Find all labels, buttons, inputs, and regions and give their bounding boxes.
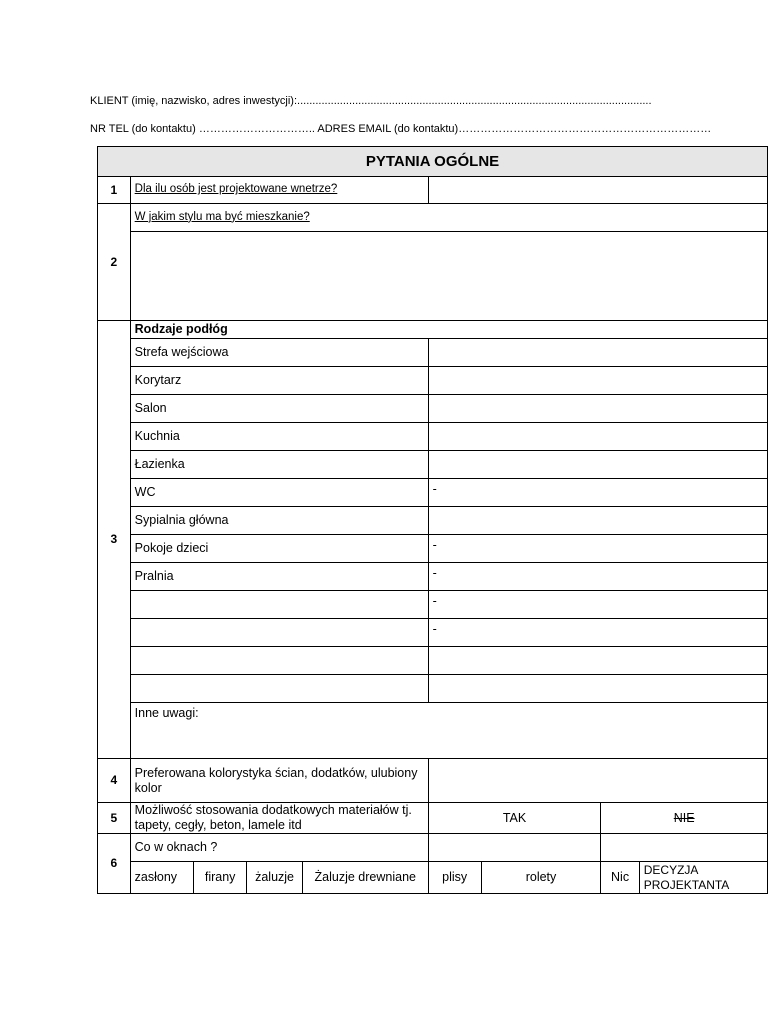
floor-row-value[interactable]: - <box>428 619 767 647</box>
floor-row-label: Sypialnia główna <box>130 507 428 535</box>
q5-question: Możliwość stosowania dodatkowych materiałów tj. tapety, cegły, beton, lamele itd <box>130 803 428 834</box>
floor-row-label: WC <box>130 479 428 507</box>
other-notes-field[interactable]: Inne uwagi: <box>130 703 767 759</box>
window-option-wooden-blinds[interactable]: Żaluzje drewniane <box>302 862 428 894</box>
general-questions-table <box>97 146 768 894</box>
q6-answer-field[interactable] <box>428 834 601 862</box>
client-info-line: KLIENT (imię, nazwisko, adres inwestycji):.................................................................................................................... <box>90 95 652 107</box>
floor-row-label[interactable] <box>130 647 428 675</box>
contact-info-line: NR TEL (do kontaktu) ………………………….. ADRES EMAIL (do kontaktu)…………………………………………………………… <box>90 123 712 135</box>
floor-row-label[interactable] <box>130 619 428 647</box>
floor-row-value[interactable]: - <box>428 479 767 507</box>
q6-question: Co w oknach ? <box>130 834 428 862</box>
window-option-curtains[interactable]: zasłony <box>130 862 193 894</box>
q6-number: 6 <box>98 834 131 894</box>
q1-answer-field[interactable] <box>428 177 767 204</box>
floor-row-value[interactable] <box>428 647 767 675</box>
q4-answer-field[interactable] <box>428 759 767 803</box>
floor-row-label: Pokoje dzieci <box>130 535 428 563</box>
q5-number: 5 <box>98 803 131 834</box>
floor-row-value[interactable]: - <box>428 563 767 591</box>
q5-yes-option[interactable]: TAK <box>428 803 601 834</box>
window-option-nothing[interactable]: Nic <box>601 862 639 894</box>
q3-number: 3 <box>98 321 131 759</box>
table-title: PYTANIA OGÓLNE <box>98 147 768 177</box>
window-option-roller[interactable]: rolety <box>481 862 601 894</box>
q1-question: Dla ilu osób jest projektowane wnetrze? <box>130 177 428 204</box>
q4-number: 4 <box>98 759 131 803</box>
floor-row-label: Strefa wejściowa <box>130 339 428 367</box>
floor-types-heading: Rodzaje podłóg <box>130 321 767 339</box>
window-option-blinds[interactable]: żaluzje <box>247 862 303 894</box>
floor-row-value[interactable] <box>428 395 767 423</box>
floor-row-value[interactable] <box>428 367 767 395</box>
q2-answer-field[interactable] <box>130 232 767 321</box>
floor-row-value[interactable] <box>428 675 767 703</box>
floor-row-label[interactable] <box>130 675 428 703</box>
floor-row-value[interactable] <box>428 423 767 451</box>
q1-number: 1 <box>98 177 131 204</box>
floor-row-label: Korytarz <box>130 367 428 395</box>
floor-row-label: Pralnia <box>130 563 428 591</box>
q5-no-option[interactable]: NIE <box>601 803 768 834</box>
floor-row-value[interactable] <box>428 339 767 367</box>
floor-row-value[interactable] <box>428 451 767 479</box>
q4-question: Preferowana kolorystyka ścian, dodatków, ulubiony kolor <box>130 759 428 803</box>
window-option-pleated[interactable]: plisy <box>428 862 481 894</box>
floor-row-value[interactable] <box>428 507 767 535</box>
floor-row-value[interactable]: - <box>428 535 767 563</box>
q6-answer-field[interactable] <box>601 834 768 862</box>
q2-question: W jakim stylu ma być mieszkanie? <box>130 204 767 232</box>
floor-row-label: Salon <box>130 395 428 423</box>
window-option-sheers[interactable]: firany <box>194 862 247 894</box>
q2-number: 2 <box>98 204 131 321</box>
window-option-designer-decision[interactable]: DECYZJA PROJEKTANTA <box>639 862 767 894</box>
floor-row-label: Łazienka <box>130 451 428 479</box>
floor-row-value[interactable]: - <box>428 591 767 619</box>
floor-row-label[interactable] <box>130 591 428 619</box>
floor-row-label: Kuchnia <box>130 423 428 451</box>
